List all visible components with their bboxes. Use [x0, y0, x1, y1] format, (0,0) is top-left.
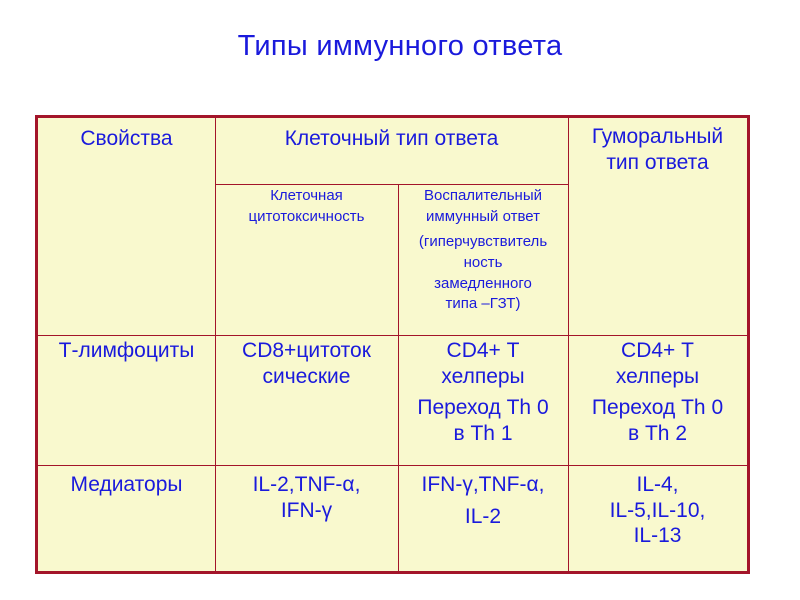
cell-line: Переход Th 0 [591, 396, 724, 420]
cell-line: IL-5,IL-10, [609, 498, 706, 522]
cell-mediators-inflammatory [398, 472, 568, 529]
row-label-mediators: Медиаторы [70, 473, 183, 496]
cell-line: CD4+ Т [621, 339, 694, 362]
subheader-line: замедленного [434, 274, 532, 292]
row-label-t-lymphocytes: Т-лимфоциты [58, 339, 195, 362]
cell-line: CD8+цитоток [242, 339, 371, 362]
cell-cd8-cytotoxic [215, 338, 398, 389]
table-divider [38, 335, 747, 336]
page-title: Типы иммунного ответа [237, 30, 563, 62]
cell-line: IL-13 [633, 524, 682, 548]
cell-mediators-humoral [568, 472, 747, 549]
cell-line: IL-4, [636, 473, 679, 496]
cell-line: IFN-γ,TNF-α, [421, 473, 545, 496]
subheader-line: иммунный ответ [426, 207, 540, 225]
cell-line: хелперы [441, 364, 525, 388]
cell-line: в Th 1 [453, 421, 513, 445]
header-humoral-line: Гуморальный [591, 125, 724, 148]
subheader-line: типа –ГЗТ) [445, 295, 521, 313]
cell-cd4-th1 [398, 338, 568, 446]
subheader-line: цитотоксичность [248, 207, 365, 225]
cell-line: IFN-γ [280, 498, 333, 522]
table-divider [38, 465, 747, 466]
cell-line: Переход Th 0 [417, 396, 549, 420]
cell-line: сические [262, 364, 351, 388]
immune-response-table [35, 115, 750, 574]
cell-line: IL-2 [464, 504, 502, 528]
subheader-line: Клеточная [270, 187, 343, 204]
cell-line: IL-2,TNF-α, [252, 473, 361, 496]
subheader-line: Воспалительный [423, 187, 542, 204]
cell-cd4-th2 [568, 338, 747, 446]
cell-line: хелперы [615, 364, 700, 388]
cell-line: в Th 2 [627, 421, 687, 445]
header-humoral-type [568, 124, 747, 175]
subheader-line: ность [463, 254, 503, 272]
cell-mediators-cytotoxic [215, 472, 398, 523]
subheader-inflammatory-response [398, 186, 568, 315]
header-cellular-type: Клеточный тип ответа [284, 127, 499, 150]
subheader-cell-cytotoxicity [215, 186, 398, 227]
header-humoral-line: тип ответа [606, 150, 709, 174]
header-properties: Свойства [80, 127, 173, 150]
cell-line: CD4+ Т [446, 339, 520, 362]
subheader-line: (гиперчувствитель [418, 233, 548, 251]
table-divider [215, 184, 568, 185]
